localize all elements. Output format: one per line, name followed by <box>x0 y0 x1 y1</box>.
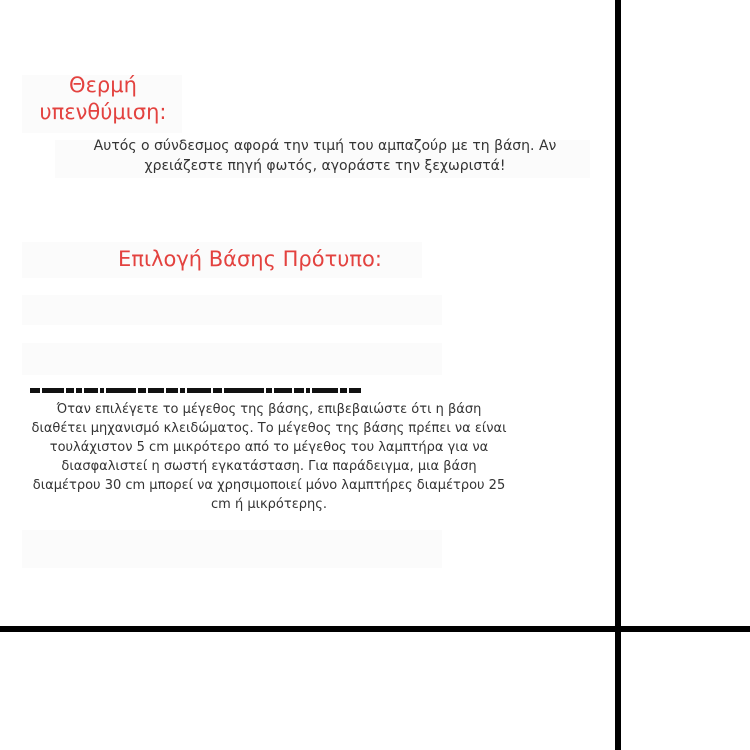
reminder-title: Θερμή υπενθύμιση: <box>39 73 167 124</box>
base-selection-title: Επιλογή Βάσης Πρότυπο: <box>118 247 382 271</box>
reminder-text: Αυτός ο σύνδεσμος αφορά την τιμή του αμπαζούρ με τη βάση. Αν χρειάζεστε πηγή φωτός, αγοράστε την ξεχωριστά! <box>93 138 557 174</box>
vertical-divider-line <box>615 0 621 750</box>
image-artifact-strip <box>30 383 510 397</box>
ghost-block <box>22 343 442 375</box>
note-text: Όταν επιλέγετε το μέγεθος της βάσης, επιβεβαιώστε ότι η βάση διαθέτει μηχανισμό κλειδώματος. Το μέγεθος της βάσης πρέπει να είναι τουλάχιστον 5 cm μικρότερο από το μέγεθος του λαμπτήρα για να διασφαλιστεί η σωστή εγκατάσταση. Για παράδειγμα, μια βάση διαμέτρου 30 cm μπορεί να χρησιμοποιεί μόνο λαμπτήρες διαμέτρου 25 cm ή μικρότερης. <box>31 402 507 512</box>
ghost-block <box>22 530 442 568</box>
horizontal-divider-line <box>0 626 750 632</box>
ghost-block <box>22 295 442 325</box>
